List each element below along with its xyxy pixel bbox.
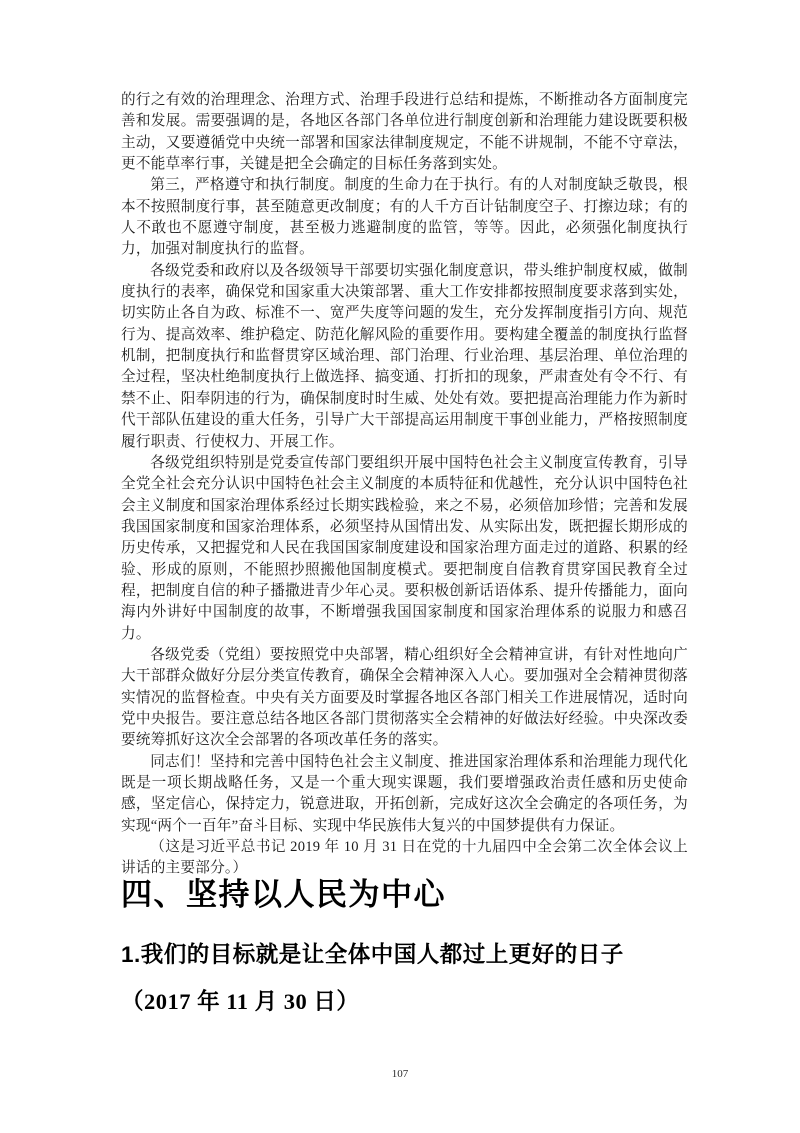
body-text-block (121, 90, 688, 880)
paragraph: 各级党委和政府以及各级领导干部要切实强化制度意识，带头维护制度权威，做制度执行的表率，确保党和国家重大决策部署、重大工作安排都按照制度要求落到实处，切实防止各自为政、标准不一、宽严失度等问题的发生，充分发挥制度指引方向、规范行为、提高效率、维护稳定、防范化解风险的重要作用。要构建全覆盖的制度执行监督机制，把制度执行和监督贯穿区域治理、部门治理、行业治理、基层治理、单位治理的全过程，坚决杜绝制度执行上做选择、搞变通、打折扣的现象，严肃查处有令不行、有禁不止、阳奉阴违的行为，确保制度时时生威、处处有效。要把提高治理能力作为新时代干部队伍建设的重大任务，引导广大干部提高运用制度干事创业能力，严格按照制度履行职责、行使权力、开展工作。 (121, 262, 688, 450)
paragraph: 各级党组织特别是党委宣传部门要组织开展中国特色社会主义制度宣传教育，引导全党全社会充分认识中国特色社会主义制度的本质特征和优越性，充分认识中国特色社会主义制度和国家治理体系经过长期实践检验，来之不易，必须倍加珍惜；完善和发展我国国家制度和国家治理体系，必须坚持从国情出发、从实际出发，既把握长期形成的历史传承，又把握党和人民在我国国家制度建设和国家治理方面走过的道路、积累的经验、形成的原则，不能照抄照搬他国制度模式。要把制度自信教育贯穿国民教育全过程，把制度自信的种子播撒进青少年心灵。要积极创新话语体系、提升传播能力，面向海内外讲好中国制度的故事，不断增强我国国家制度和国家治理体系的说服力和感召力。 (121, 454, 688, 642)
page-number: 107 (391, 1068, 409, 1080)
paragraph-source-note: （这是习近平总书记 2019 年 10 月 31 日在党的十九届四中全会第二次全体会议上讲话的主要部分。） (121, 839, 688, 877)
subsection-date: （2017 年 11 月 30 日） (121, 989, 360, 1014)
subsection-title: 1.我们的目标就是让全体中国人都过上更好的日子 (121, 942, 624, 967)
paragraph: 第三，严格遵守和执行制度。制度的生命力在于执行。有的人对制度缺乏敬畏，根本不按照制度行事，甚至随意更改制度；有的人千方百计钻制度空子、打擦边球；有的人不敢也不愿遵守制度，甚至极力逃避制度的监管，等等。因此，必须强化制度执行力，加强对制度执行的监督。 (121, 177, 688, 258)
paragraph: 各级党委（党组）要按照党中央部署，精心组织好全会精神宣讲，有针对性地向广大干部群众做好分层分类宣传教育，确保全会精神深入人心。要加强对全会精神贯彻落实情况的监督检查。中央有关方面要及时掌握各地区各部门相关工作进展情况，适时向党中央报告。要注意总结各地区各部门贯彻落实全会精神的好做法好经验。中央深改委要统筹抓好这次全会部署的各项改革任务的落实。 (121, 646, 688, 749)
paragraph-continuation: 的行之有效的治理理念、治理方式、治理手段进行总结和提炼，不断推动各方面制度完善和发展。需要强调的是，各地区各部门各单位进行制度创新和治理能力建设既要积极主动，又要遵循党中央统一部署和国家法律制度规定，不能不讲规制，不能不守章法，更不能草率行事，关键是把全会确定的目标任务落到实处。 (121, 92, 688, 173)
paragraph: 同志们！坚持和完善中国特色社会主义制度、推进国家治理体系和治理能力现代化既是一项长期战略任务，又是一个重大现实课题，我们要增强政治责任感和历史使命感，坚定信心，保持定力，锐意进取，开拓创新，完成好这次全会确定的各项任务，为实现“两个一百年”奋斗目标、实现中华民族伟大复兴的中国梦提供有力保证。 (121, 753, 688, 834)
section-heading: 四、坚持以人民为中心 (121, 877, 446, 912)
